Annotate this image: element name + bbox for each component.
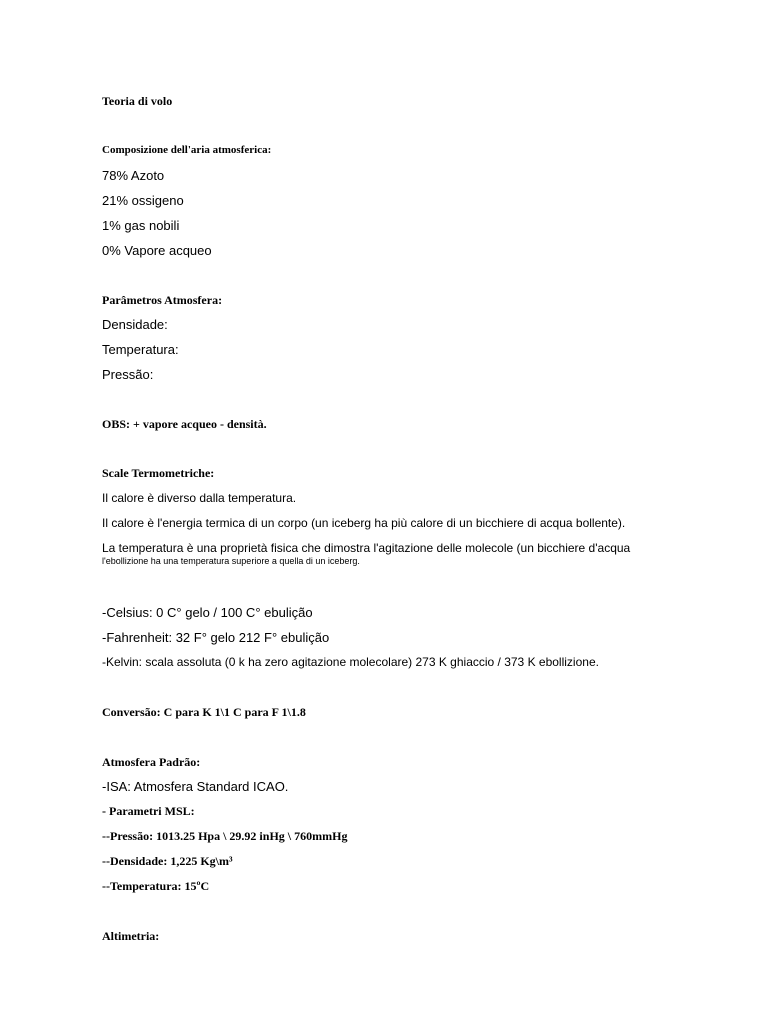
composizione-heading: Composizione dell'aria atmosferica:	[102, 144, 272, 156]
composizione-item: 0% Vapore acqueo	[102, 243, 212, 258]
scale-heading: Scale Termometriche:	[102, 466, 215, 480]
obs-note: OBS: + vapore acqueo - densità.	[102, 417, 267, 431]
scale-line: Il calore è l'energia termica di un corpo (un iceberg ha più calore di un bicchiere di acqua bollente).	[102, 516, 626, 530]
composizione-item: 21% ossigeno	[102, 193, 184, 208]
composizione-item: 1% gas nobili	[102, 218, 180, 233]
parametros-item: Densidade:	[102, 317, 168, 332]
scale-line: Il calore è diverso dalla temperatura.	[102, 491, 297, 505]
parametros-heading: Parâmetros Atmosfera:	[102, 293, 223, 307]
kelvin-line: -Kelvin: scala assoluta (0 k ha zero agitazione molecolare) 273 K ghiaccio / 373 K ebollizione.	[102, 655, 599, 669]
temperatura-line: --Temperatura: 15ºC	[102, 879, 210, 893]
densidade-line: --Densidade: 1,225 Kg\m³	[102, 854, 233, 868]
celsius-line: -Celsius: 0 C° gelo / 100 C° ebulição	[102, 605, 313, 620]
parametros-item: Pressão:	[102, 367, 154, 382]
parametros-item: Temperatura:	[102, 342, 179, 357]
isa-line: -ISA: Atmosfera Standard ICAO.	[102, 779, 289, 794]
scale-line-small: l'ebollizione ha una temperatura superiore a quella di un iceberg.	[102, 556, 360, 566]
composizione-item: 78% Azoto	[102, 168, 165, 183]
scale-line: La temperatura è una proprietà fisica che dimostra l'agitazione delle molecole (un bicchiere d'acqua	[102, 541, 631, 555]
conversao-line: Conversão: C para K 1\1 C para F 1\1.8	[102, 705, 306, 719]
fahrenheit-line: -Fahrenheit: 32 F° gelo 212 F° ebulição	[102, 630, 330, 645]
msl-line: - Parametri MSL:	[102, 804, 195, 818]
altimetria-heading: Altimetria:	[102, 929, 160, 943]
pressao-line: --Pressão: 1013.25 Hpa \ 29.92 inHg \ 760mmHg	[102, 829, 348, 843]
padrao-heading: Atmosfera Padrão:	[102, 755, 201, 769]
doc-title: Teoria di volo	[102, 94, 173, 108]
